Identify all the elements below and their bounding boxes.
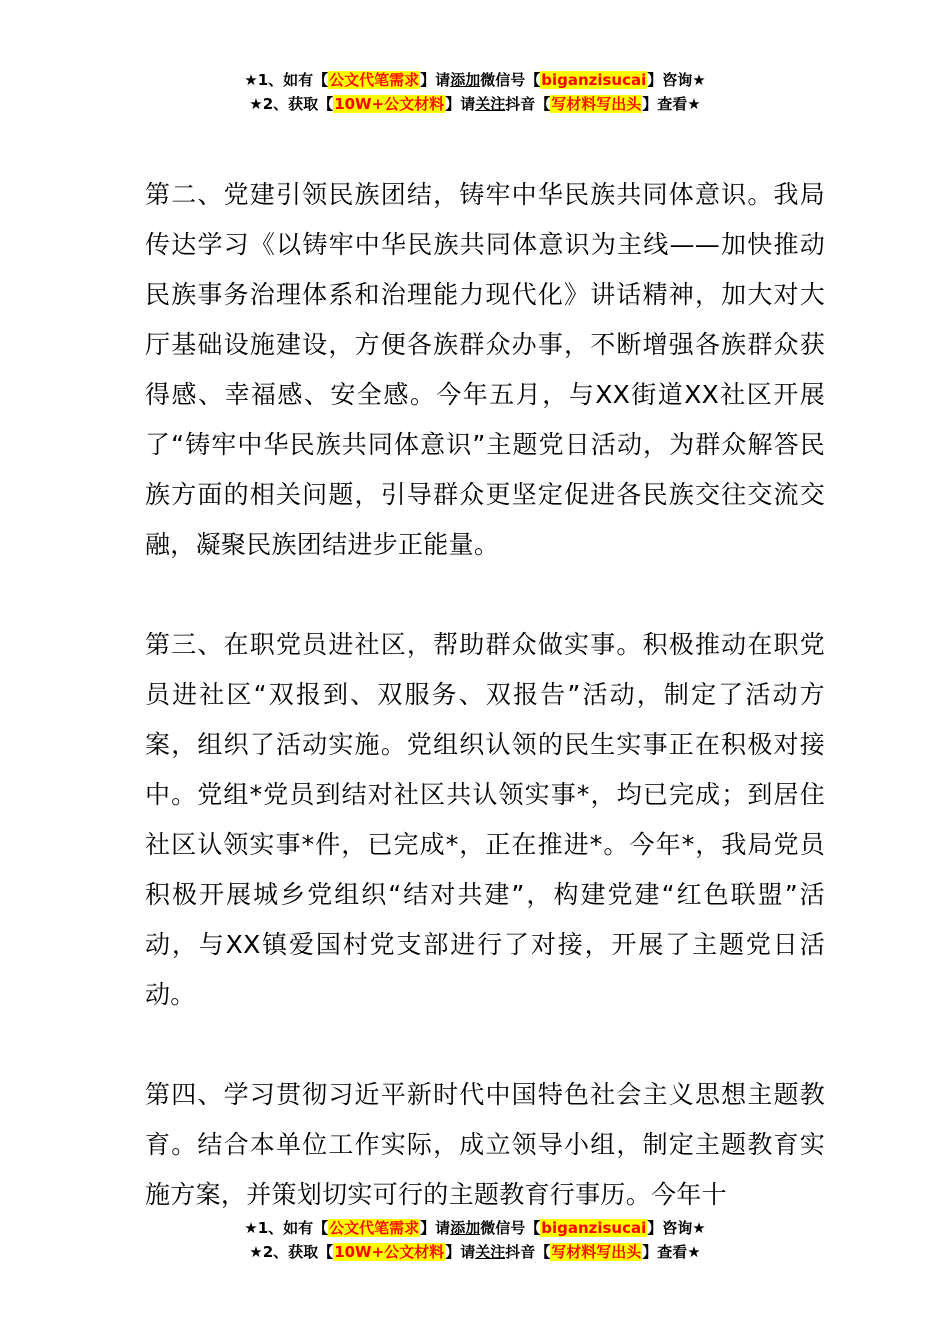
banner-text: ★2、获取【 bbox=[249, 1243, 334, 1261]
banner-text: 】咨询★ bbox=[647, 1219, 706, 1237]
banner-text: 】请 bbox=[420, 1219, 451, 1237]
banner-text: ★1、如有【 bbox=[244, 1219, 329, 1237]
banner-text: ★2、获取【 bbox=[249, 95, 334, 113]
banner-highlight: 写材料写出头 bbox=[551, 95, 642, 113]
banner-text: 】查看★ bbox=[642, 95, 701, 113]
banner-text: 】咨询★ bbox=[647, 71, 706, 89]
paragraph-3: 第三、在职党员进社区，帮助群众做实事。积极推动在职党员进社区“双报到、双服务、双报告”活动，制定了活动方案，组织了活动实施。党组织认领的民生实事正在积极对接中。党组*党员到结对社区共认领实事*，均已完成；到居住社区认领实事*件，已完成*，正在推进*。今年*，我局党员积极开展城乡党组织“结对共建”，构建党建“红色联盟”活动，与XX镇爱国村党支部进行了对接，开展了主题党日活动。 bbox=[145, 630, 825, 1009]
banner-text: 】查看★ bbox=[642, 1243, 701, 1261]
paragraph-2: 第二、党建引领民族团结，铸牢中华民族共同体意识。我局传达学习《以铸牢中华民族共同体意识为主线——加快推动民族事务治理体系和治理能力现代化》讲话精神，加大对大厅基础设施建设，方便各族群众办事，不断增强各族群众获得感、幸福感、安全感。今年五月，与XX街道XX社区开展了“铸牢中华民族共同体意识”主题党日活动，为群众解答民族方面的相关问题，引导群众更坚定促进各民族交往交流交融，凝聚民族团结进步正能量。 bbox=[145, 180, 825, 559]
header-banner bbox=[0, 68, 950, 116]
banner-highlight: 公文代笔需求 bbox=[329, 71, 420, 89]
banner-line-2 bbox=[0, 92, 950, 116]
paragraph-4: 第四、学习贯彻习近平新时代中国特色社会主义思想主题教育。结合本单位工作实际，成立领导小组，制定主题教育实施方案，并策划切实可行的主题教育行事历。今年十 bbox=[145, 1080, 825, 1209]
document-body bbox=[145, 170, 825, 1220]
banner-highlight: 10W+公文材料 bbox=[334, 1243, 445, 1261]
banner-highlight: 写材料写出头 bbox=[551, 1243, 642, 1261]
footer-banner bbox=[0, 1216, 950, 1264]
banner-text: 】请 bbox=[445, 1243, 476, 1261]
banner-text: 】请 bbox=[445, 95, 476, 113]
banner-highlight: biganzisucai bbox=[541, 1219, 647, 1237]
banner-highlight: 公文代笔需求 bbox=[329, 1219, 420, 1237]
banner-underlined: 添加 bbox=[450, 71, 481, 89]
banner-underlined: 关注 bbox=[475, 95, 506, 113]
banner-text: 】请 bbox=[420, 71, 451, 89]
banner-text: 抖音【 bbox=[505, 95, 551, 113]
banner-highlight: biganzisucai bbox=[541, 71, 647, 89]
banner-underlined: 关注 bbox=[475, 1243, 506, 1261]
banner-line-1 bbox=[0, 1216, 950, 1240]
banner-highlight: 10W+公文材料 bbox=[334, 95, 445, 113]
banner-line-1 bbox=[0, 68, 950, 92]
banner-line-2 bbox=[0, 1240, 950, 1264]
banner-text: 抖音【 bbox=[505, 1243, 551, 1261]
banner-text: 微信号【 bbox=[480, 1219, 541, 1237]
banner-text: ★1、如有【 bbox=[244, 71, 329, 89]
banner-text: 微信号【 bbox=[480, 71, 541, 89]
banner-underlined: 添加 bbox=[450, 1219, 481, 1237]
